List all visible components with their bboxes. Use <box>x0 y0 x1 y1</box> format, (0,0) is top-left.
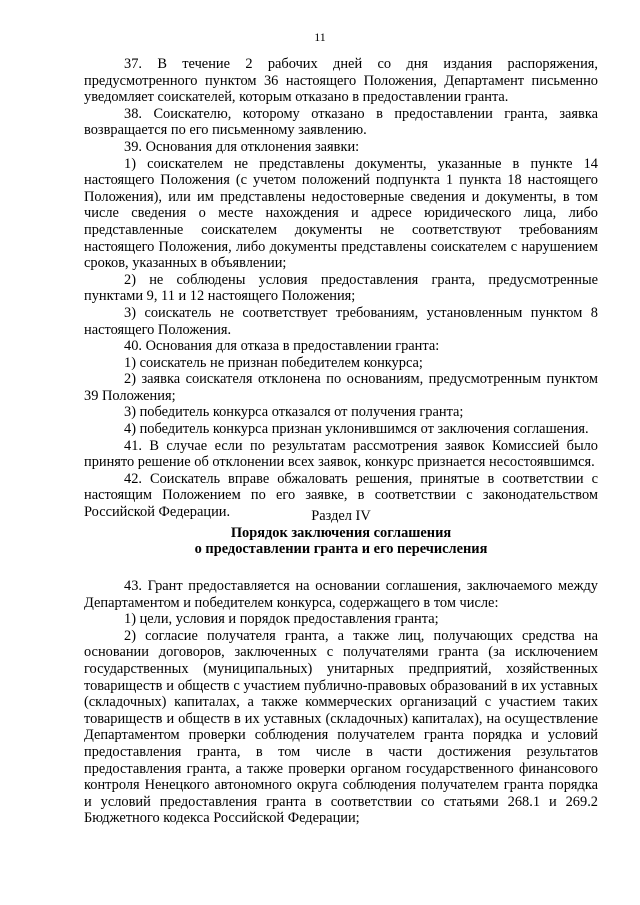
paragraph-42: 42. Соискатель вправе обжаловать решения, принятые в соответствии с настоящим Положением по его заявке, в соответствии с законодательством Российской Федерации. <box>84 470 598 521</box>
paragraph-40-item-3: 3) победитель конкурса отказался от получения гранта; <box>124 404 464 421</box>
paragraph-38: 38. Соискателю, которому отказано в предоставлении гранта, заявка возвращается по его письменному заявлению. <box>84 105 598 139</box>
paragraph-41: 41. В случае если по результатам рассмотрения заявок Комиссией было принято решение об отклонении всех заявок, конкурс признается несостоявшимся. <box>84 437 598 471</box>
paragraph-39-item-3: 3) соискатель не соответствует требованиям, установленным пунктом 8 настоящего Положения. <box>84 304 598 338</box>
paragraph-37: 37. В течение 2 рабочих дней со дня издания распоряжения, предусмотренного пунктом 36 настоящего Положения, Департамент письменно уведомляет соискателей, которым отказано в предоставлении гранта. <box>84 56 598 106</box>
paragraph-39-item-2: 2) не соблюдены условия предоставления гранта, предусмотренные пунктами 9, 11 и 12 настоящего Положения; <box>84 271 598 305</box>
section-title-line-1: Порядок заключения соглашения <box>230 524 452 541</box>
paragraph-40-item-4: 4) победитель конкурса признан уклонившимся от заключения соглашения. <box>124 421 589 438</box>
paragraph-40: 40. Основания для отказа в предоставлении гранта: <box>124 338 440 355</box>
paragraph-40-item-2: 2) заявка соискателя отклонена по основаниям, предусмотренным пунктом 39 Положения; <box>84 371 598 404</box>
paragraph-39-item-1: 1) соискателем не представлены документы, указанные в пункте 14 настоящего Положения (с учетом положений подпункта 1 пункта 18 настоящего Положения), или им представлены недостоверные сведения и документы, в том числе сведения о месте нахождения и адресе юридического лица, либо представленные соискателем документы не соответствуют требованиям настоящего Положения, либо документы представлены соискателем с нарушением сроков, указанных в объявлении; <box>84 155 598 272</box>
text-block-after-section <box>84 578 598 827</box>
page-number: 11 <box>314 30 326 44</box>
section-number: Раздел IV <box>311 508 371 524</box>
paragraph-43-item-2: 2) согласие получателя гранта, а также лиц, получающих средства на основании договоров, заключенных с получателями гранта (за исключением государственных (муниципальных) унитарных предприятий, хозяйственных товариществ и обществ с участием публично-правовых образований в их уставных (складочных) капиталах, а также коммерческих организаций с участием таких товариществ и обществ в их уставных (складочных) капиталах), на осуществление Департаментом проверки соблюдения получателем гранта порядка и условий предоставления гранта, в том числе в части достижения результатов предоставления гранта, а также проверки органом государственного финансового контроля Ненецкого автономного округа соблюдения получателем гранта порядка и условий предоставления гранта в соответствии со статьями 268.1 и 269.2 Бюджетного кодекса Российской Федерации; <box>84 627 598 827</box>
paragraph-43-item-1: 1) цели, условия и порядок предоставления гранта; <box>124 611 439 628</box>
paragraph-43: 43. Грант предоставляется на основании соглашения, заключаемого между Департаментом и победителем конкурса, содержащего в том числе: <box>84 578 598 611</box>
text-block-before-section <box>84 56 598 521</box>
paragraph-39: 39. Основания для отклонения заявки: <box>124 138 360 155</box>
section-heading <box>84 508 598 558</box>
section-title-line-2: о предоставлении гранта и его перечисления <box>194 541 488 558</box>
paragraph-40-item-1: 1) соискатель не признан победителем конкурса; <box>124 354 423 371</box>
